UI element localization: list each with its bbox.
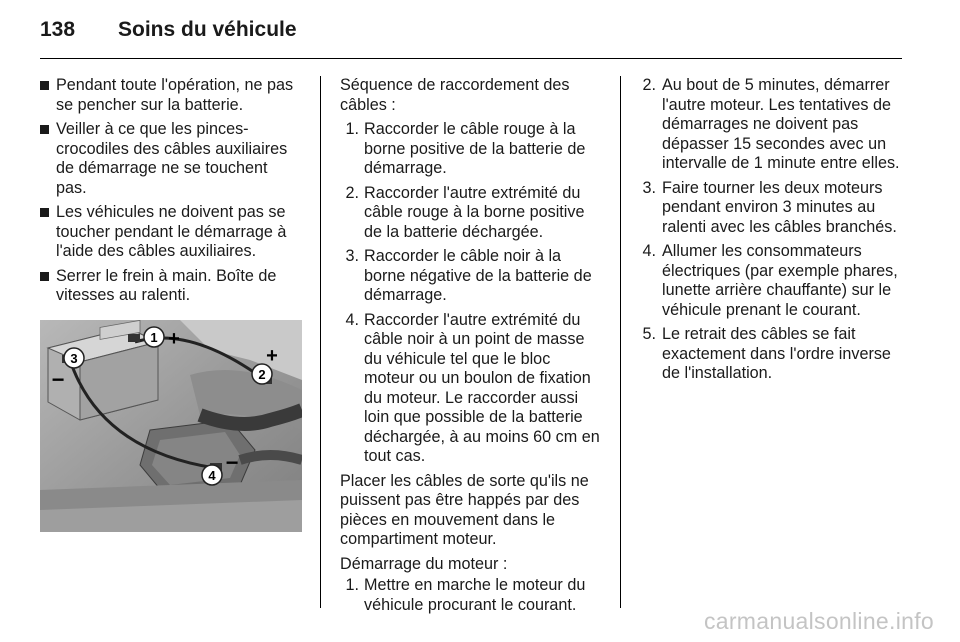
square-bullet-icon bbox=[40, 272, 49, 281]
page-title: Soins du véhicule bbox=[118, 18, 297, 41]
bullet-text: Serrer le frein à main. Boîte de vitesses au ralenti. bbox=[56, 266, 277, 304]
bullet-item bbox=[40, 203, 302, 262]
column-divider bbox=[320, 76, 321, 608]
list-text: Faire tourner les deux moteurs pendant environ 3 minutes au ralenti avec les câbles branchés. bbox=[662, 178, 897, 236]
bullet-item bbox=[40, 76, 302, 115]
list-number: 1. bbox=[345, 120, 359, 138]
list-item bbox=[640, 325, 902, 384]
bullet-text: Les véhicules ne doivent pas se toucher pendant le démarrage à l'aide des câbles auxiliaires. bbox=[56, 203, 287, 260]
callout-1-plus-icon: + bbox=[168, 327, 180, 350]
page-header bbox=[40, 18, 297, 50]
list-number: 2. bbox=[642, 76, 656, 94]
bullet-item bbox=[40, 267, 302, 306]
callout-1-label: 1 bbox=[150, 329, 158, 345]
list-number: 5. bbox=[642, 325, 656, 343]
sequence-intro: Séquence de raccordement des câbles : bbox=[340, 76, 570, 114]
list-text: Le retrait des câbles se fait exactement dans l'ordre inverse de l'installation. bbox=[662, 325, 891, 382]
column-middle bbox=[340, 76, 602, 620]
square-bullet-icon bbox=[40, 125, 49, 134]
square-bullet-icon bbox=[40, 81, 49, 90]
list-item bbox=[640, 242, 902, 320]
bullet-text: Pendant toute l'opération, ne pas se pencher sur la batterie. bbox=[56, 76, 294, 114]
callout-4-minus-icon: − bbox=[225, 449, 239, 475]
callout-3-minus-icon: − bbox=[51, 366, 65, 392]
cable-placement-note: Placer les câbles de sorte qu'ils ne puissent pas être happés par des pièces en mouvement dans le compartiment moteur. bbox=[340, 471, 589, 548]
list-item bbox=[340, 247, 602, 306]
square-bullet-icon bbox=[40, 208, 49, 217]
page-number: 138 bbox=[40, 18, 76, 41]
callout-4-label: 4 bbox=[208, 467, 216, 483]
bullet-item bbox=[40, 120, 302, 198]
engine-start-intro: Démarrage du moteur : bbox=[340, 554, 508, 573]
engine-bay-photo bbox=[40, 320, 302, 532]
list-item bbox=[340, 576, 602, 615]
list-text: Raccorder le câble noir à la borne négative de la batterie de démarrage. bbox=[364, 247, 592, 304]
list-number: 3. bbox=[642, 178, 656, 197]
list-text: Raccorder l'autre extrémité du câble rouge à la borne positive de la batterie déchargée. bbox=[364, 183, 585, 241]
list-number: 4. bbox=[345, 310, 359, 329]
list-text: Raccorder le câble rouge à la borne positive de la batterie de démarrage. bbox=[364, 120, 586, 177]
list-number: 2. bbox=[345, 183, 359, 202]
list-text: Raccorder l'autre extrémité du câble noir à un point de masse du véhicule tel que le bloc moteur ou un boulon de fixation du moteur. Le raccorder aussi loin que possible de la batterie déchargée, à au moins 60 cm en tout cas. bbox=[364, 310, 600, 465]
column-right bbox=[640, 76, 902, 389]
list-number: 3. bbox=[345, 247, 359, 265]
list-number: 4. bbox=[642, 242, 656, 260]
list-number: 1. bbox=[345, 576, 359, 594]
list-item bbox=[640, 76, 902, 174]
list-item bbox=[640, 179, 902, 238]
list-item bbox=[340, 311, 602, 467]
list-item bbox=[340, 184, 602, 243]
watermark: carmanualsonline.info bbox=[703, 608, 934, 634]
callout-2-plus-icon: + bbox=[266, 344, 278, 367]
list-item bbox=[340, 120, 602, 179]
list-text: Allumer les consommateurs électriques (par exemple phares, lunette arrière chauffante) sur le véhicule prenant le courant. bbox=[662, 242, 898, 319]
list-text: Mettre en marche le moteur du véhicule procurant le courant. bbox=[364, 576, 586, 614]
list-text: Au bout de 5 minutes, démarrer l'autre moteur. Les tentatives de démarrages ne doivent pas dépasser 15 secondes avec un intervalle de 1 minute entre elles. bbox=[662, 76, 900, 172]
callout-2-label: 2 bbox=[258, 366, 266, 382]
column-divider bbox=[620, 76, 621, 608]
bullet-text: Veiller à ce que les pinces-crocodiles des câbles auxiliaires de démarrage ne se touchent pas. bbox=[56, 120, 288, 197]
column-left bbox=[40, 76, 302, 532]
header-rule bbox=[40, 58, 902, 59]
jump-start-illustration bbox=[40, 320, 302, 532]
callout-3-label: 3 bbox=[70, 350, 78, 366]
